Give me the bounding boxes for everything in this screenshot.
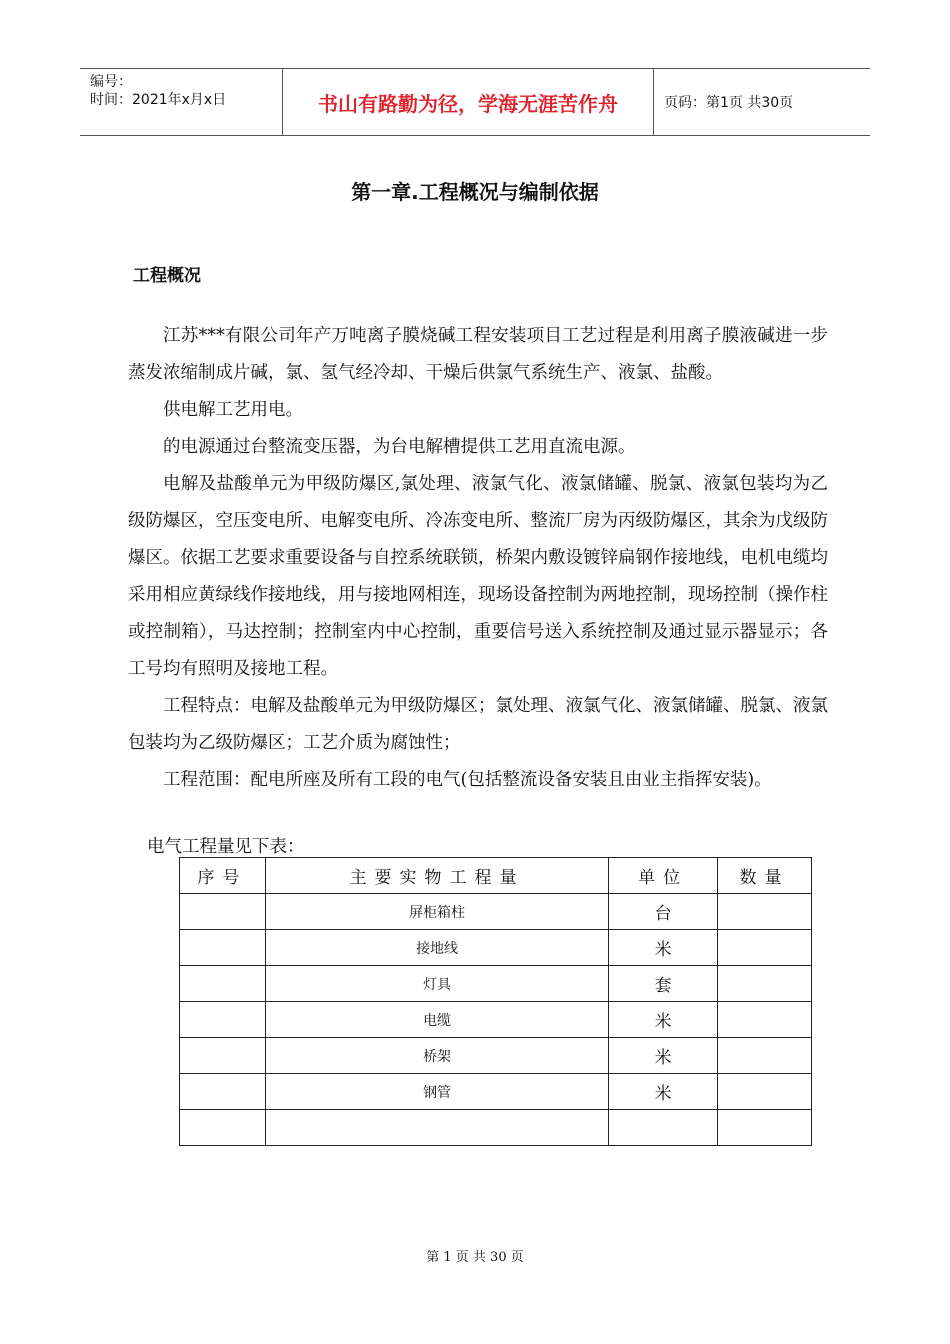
cell-no [180,930,266,966]
cell-qty [718,1002,812,1038]
table-row [180,1074,812,1110]
paragraph: 江苏***有限公司年产万吨离子膜烧碱工程安装项目工艺过程是利用离子膜液碱进一步蒸发浓缩制成片碱，氯、氢气经冷却、干燥后供氯气系统生产、液氯、盐酸。 [128,326,828,383]
cell-unit: 米 [609,1002,718,1038]
cell-no [180,966,266,1002]
cell-no [180,1074,266,1110]
table-header-row [180,858,812,894]
header-motto: 书山有路勤为径，学海无涯苦作舟 [282,69,654,135]
table-intro: 电气工程量见下表： [147,837,305,857]
cell-unit: 台 [609,894,718,930]
document-number-label: 编号： [90,74,132,90]
cell-qty [718,1038,812,1074]
cell-unit: 米 [609,1074,718,1110]
cell-item: 屏柜箱柱 [265,894,608,930]
cell-item: 钢管 [265,1074,608,1110]
table-row [180,894,812,930]
cell-item: 灯具 [265,966,608,1002]
header-cell-unit: 单位 [609,858,718,894]
table-row [180,1038,812,1074]
quantity-table [179,857,812,1146]
cell-no [180,1002,266,1038]
cell-item: 桥架 [265,1038,608,1074]
cell-qty [718,966,812,1002]
cell-qty [718,1074,812,1110]
section-title: 工程概况 [133,266,201,286]
document-time-label: 时间：2021年x月x日 [90,92,227,108]
cell-unit: 米 [609,1038,718,1074]
page-header [80,68,870,136]
header-cell-item: 主要实物工程量 [265,858,608,894]
page-footer: 第 1 页 共 30 页 [426,1250,524,1265]
paragraph: 的电源通过台整流变压器，为台电解槽提供工艺用直流电源。 [163,437,636,457]
cell-item [265,1110,608,1146]
table-row [180,966,812,1002]
cell-qty [718,894,812,930]
table-row [180,1002,812,1038]
paragraph: 工程范围：配电所座及所有工段的电气(包括整流设备安装且由业主指挥安装)。 [163,770,772,790]
cell-unit: 套 [609,966,718,1002]
paragraph: 供电解工艺用电。 [163,400,303,420]
cell-no [180,894,266,930]
cell-item: 电缆 [265,1002,608,1038]
chapter-title: 第一章.工程概况与编制依据 [351,180,599,204]
paragraph: 工程特点：电解及盐酸单元为甲级防爆区；氯处理、液氯气化、液氯储罐、脱氯、液氯包装均为乙级防爆区；工艺介质为腐蚀性； [128,696,828,753]
header-cell-no: 序号 [180,858,266,894]
cell-unit: 米 [609,930,718,966]
header-page-label: 页码：第1页 共30页 [664,95,794,111]
cell-item: 接地线 [265,930,608,966]
header-cell-qty: 数量 [718,858,812,894]
header-meta [80,69,282,135]
table-row [180,1110,812,1146]
cell-no [180,1110,266,1146]
cell-qty [718,930,812,966]
body-text [128,318,828,799]
cell-unit [609,1110,718,1146]
cell-no [180,1038,266,1074]
table-row [180,930,812,966]
cell-qty [718,1110,812,1146]
paragraph: 电解及盐酸单元为甲级防爆区,氯处理、液氯气化、液氯储罐、脱氯、液氯包装均为乙级防爆区，空压变电所、电解变电所、冷冻变电所、整流厂房为丙级防爆区，其余为戊级防爆区。依据工艺要求重要设备与自控系统联锁，桥架内敷设镀锌扁钢作接地线，电机电缆均采用相应黄绿线作接地线，用与接地网相连，现场设备控制为两地控制，现场控制（操作柱或控制箱），马达控制；控制室内中心控制，重要信号送入系统控制及通过显示器显示；各工号均有照明及接地工程。 [128,474,828,679]
